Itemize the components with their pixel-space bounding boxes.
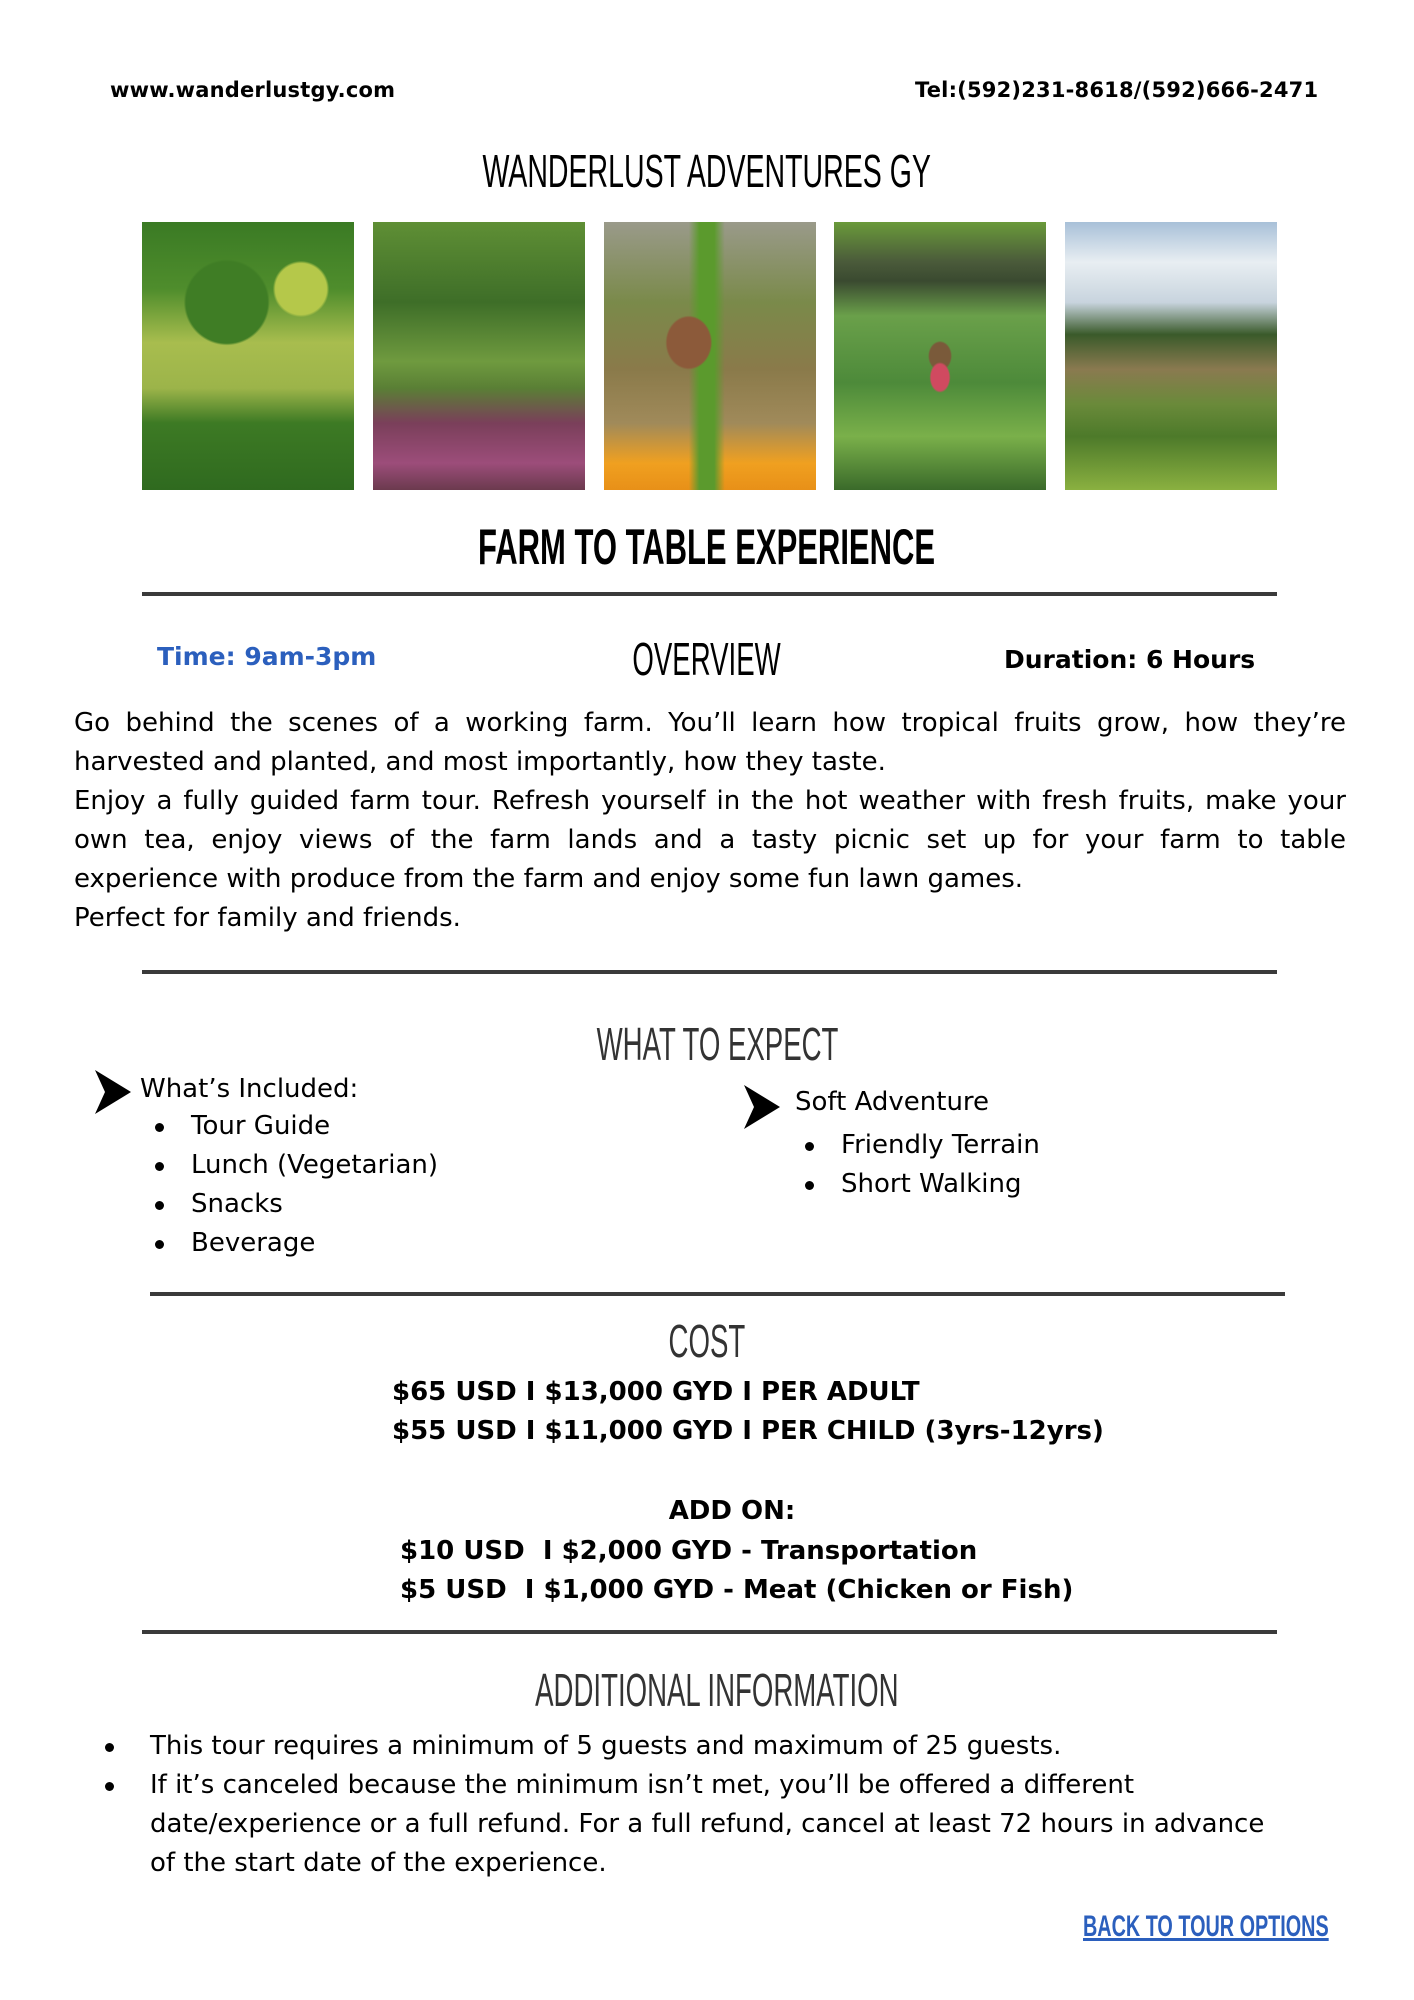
- overview-heading: OVERVIEW: [632, 633, 782, 685]
- list-item: Tour Guide: [155, 1107, 438, 1146]
- list-item: Friendly Terrain: [805, 1126, 1040, 1165]
- tour-title: FARM TO TABLE EXPERIENCE: [478, 519, 936, 575]
- photo-field: [1065, 222, 1277, 490]
- list-item: Snacks: [155, 1185, 438, 1224]
- addon-meat: $5 USD I $1,000 GYD - Meat (Chicken or Fish): [400, 1575, 1074, 1605]
- arrow-icon: [95, 1070, 131, 1114]
- tour-time: Time: 9am-3pm: [157, 642, 377, 671]
- divider: [150, 1292, 1285, 1296]
- adventure-list: [805, 1126, 1040, 1204]
- divider: [142, 970, 1277, 974]
- photo-aerial-farm: [142, 222, 354, 490]
- info-heading: ADDITIONAL INFORMATION: [535, 1664, 899, 1716]
- brand-title: WANDERLUST ADVENTURES GY: [482, 145, 932, 197]
- photo-strip: [142, 222, 1277, 490]
- back-to-tour-options-link[interactable]: BACK TO TOUR OPTIONS: [1083, 1910, 1329, 1943]
- arrow-icon: [744, 1085, 780, 1129]
- included-list: [155, 1107, 438, 1263]
- overview-paragraph: Enjoy a fully guided farm tour. Refresh yourself in the hot weather with fresh fruits, make your own tea, enjoy views of the farm lands and a tasty picnic set up for your farm to table experience with produce from the farm and enjoy some fun lawn games.: [74, 786, 1346, 894]
- expect-heading: WHAT TO EXPECT: [596, 1018, 838, 1070]
- list-item: This tour requires a minimum of 5 guests and maximum of 25 guests.: [105, 1727, 1285, 1766]
- price-child: $55 USD I $11,000 GYD I PER CHILD (3yrs-12yrs): [392, 1416, 1104, 1446]
- addon-transportation: $10 USD I $2,000 GYD - Transportation: [400, 1536, 978, 1566]
- photo-pineapple: [834, 222, 1046, 490]
- price-adult: $65 USD I $13,000 GYD I PER ADULT: [392, 1377, 920, 1407]
- divider: [142, 592, 1277, 596]
- cost-heading: COST: [668, 1315, 746, 1367]
- list-item: Lunch (Vegetarian): [155, 1146, 438, 1185]
- phone-numbers: Tel:(592)231-8618/(592)666-2471: [915, 78, 1319, 102]
- info-list: [105, 1727, 1285, 1883]
- overview-text: [74, 704, 1346, 938]
- list-item: Short Walking: [805, 1165, 1040, 1204]
- list-item: If it’s canceled because the minimum isn’t met, you’ll be offered a different date/experience or a full refund. For a full refund, cancel at least 72 hours in advance of the start date of the experience.: [105, 1766, 1285, 1883]
- overview-paragraph: Go behind the scenes of a working farm. You’ll learn how tropical fruits grow, how they’re harvested and planted, and most importantly, how they taste.: [74, 708, 1346, 777]
- photo-orchard: [373, 222, 585, 490]
- divider: [142, 1630, 1277, 1634]
- addon-heading: ADD ON:: [668, 1496, 796, 1526]
- website-link[interactable]: www.wanderlustgy.com: [110, 78, 396, 102]
- included-label: What’s Included:: [140, 1074, 359, 1104]
- tour-duration: Duration: 6 Hours: [1004, 645, 1256, 674]
- overview-paragraph: Perfect for family and friends.: [74, 903, 461, 933]
- adventure-label: Soft Adventure: [795, 1087, 990, 1117]
- photo-planting: [604, 222, 816, 490]
- list-item: Beverage: [155, 1224, 438, 1263]
